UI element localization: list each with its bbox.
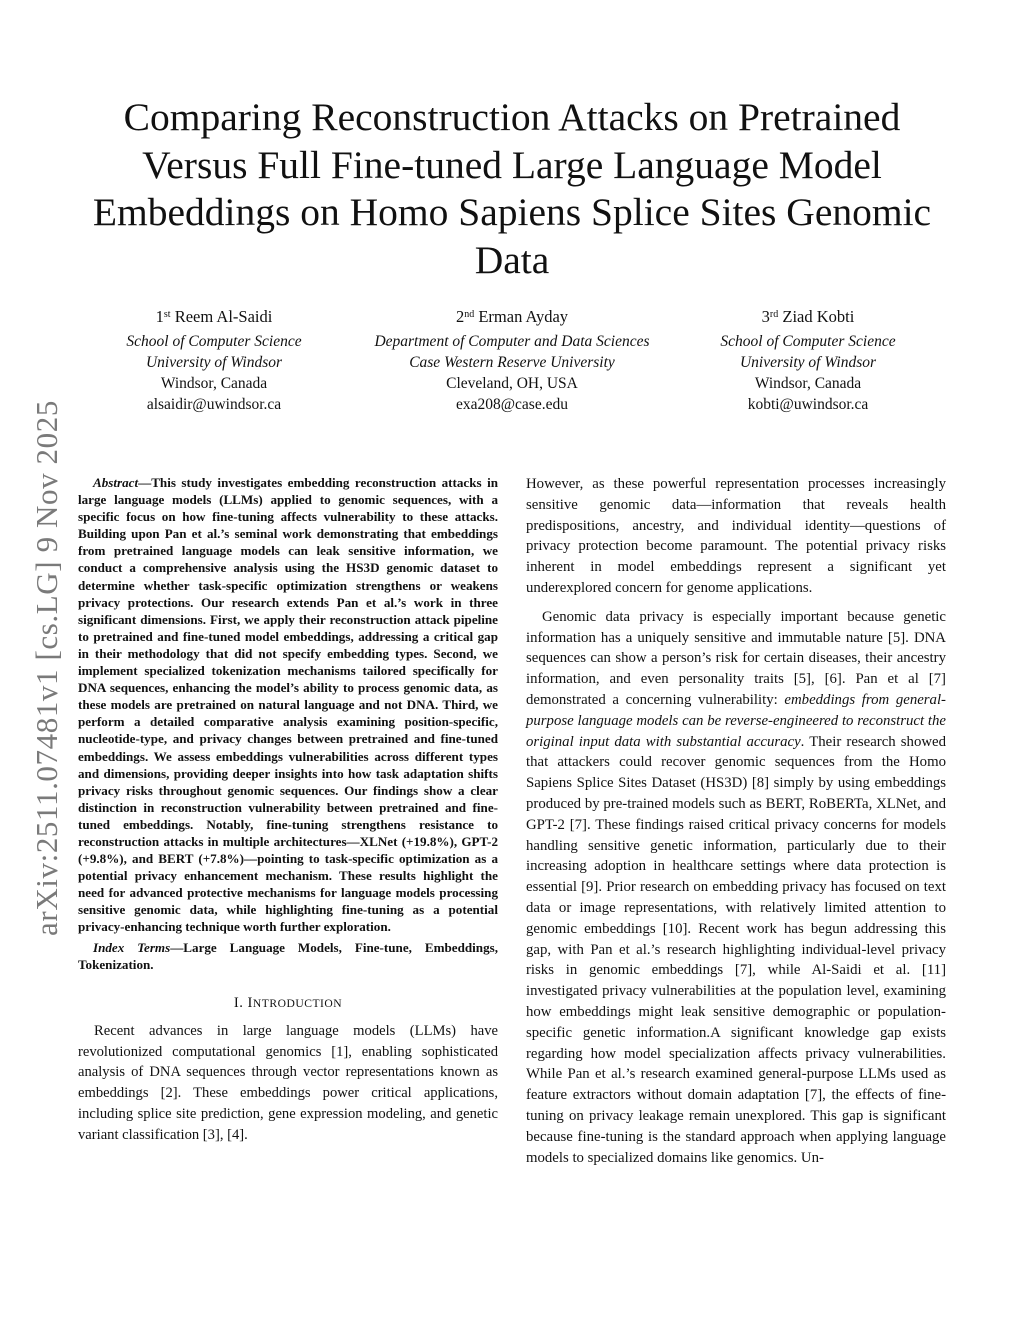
author-ordinal-suffix: nd [464,309,475,320]
intro-paragraph-2: However, as these powerful representation processes increasingly sensitive genomic data—information that reveals health predispositions, ancestry, and individual identity—questions of privacy protection become paramount. The potential privacy risks inherent in model embeddings represent a significant yet underexplored concern for genome applications. [526,476,946,596]
author-name: Ziad Kobti [782,307,855,326]
author-email: alsaidir@uwindsor.ca [146,396,282,413]
author-name-line [336,306,688,327]
author-email: kobti@uwindsor.ca [747,396,869,413]
author-email: exa208@case.edu [456,396,568,413]
section-first-letter: I [247,994,253,1011]
intro-paragraph-1: Recent advances in large language models (LLMs) have revolutionized computational genomics [1], enabling sophisticated analysis of DNA sequences through vector representations known as embeddings [2]. These embeddings power critical applications, including splice site prediction, gene expression modeling, and genetic variant classification [3], [4]. [78,1022,498,1143]
paragraph-text: Genomic data privacy is especially important because genetic information has a uniquely sensitive and immutable nature [5]. DNA sequences can show a person’s risk for certain diseases, their ancestry information, and even personality traits [5], [6]. Pan et al [7] demonstrated a concerning vulnerability: [526,608,946,708]
paper-title: Comparing Reconstruction Attacks on Pretrained Versus Full Fine-tuned Large Language Model Embeddings on Homo Sapiens Splice Sites Genomic Data [92,95,932,282]
author-block-3 [690,306,926,415]
section-heading-introduction [78,995,498,1012]
author-location: Windsor, Canada [754,375,862,392]
index-terms [78,939,498,973]
author-department: Department of Computer and Data Sciences [374,333,650,350]
author-department: School of Computer Science [720,333,896,350]
author-name: Erman Ayday [478,307,569,326]
paragraph-text-continued: . Their research showed that attackers could recover genomic sequences from the Homo Sapiens Splice Sites Dataset (HS3D) [8] simply by using embeddings produced by pre-trained models such as BERT, RoBERTa, XLNet, and GPT-2 [7]. These findings raised critical privacy concerns for models handling sensitive genetic information, particularly due to their increasing adoption in healthcare settings where data protection is essential [9]. Prior research on embedding privacy has focused on text data or image representations, with relatively limited attention to genomic embeddings [10]. Recent work has begun addressing this gap, with Pan et al.’s research highlighting individual-level privacy risks in genomic embeddings [7], while Al-Saidi et al. [11] investigated privacy vulnerabilities at the population level, examining how embeddings might leak sensitive demographic or population-specific genetic information.A significant knowledge gap exists regarding how model specialization affects privacy vulnerabilities. While Pan et al.’s research examined general-purpose LLMs used as feature extractors without domain adaptation [7], the effects of fine-tuning on privacy leakage remain unexplored. This gap is significant because fine-tuning is the standard approach when applying language models to specialized domains like genomics. Un- [526,733,946,1166]
intro-paragraph-3 [526,607,946,1169]
author-institution: Case Western Reserve University [409,354,615,371]
author-ordinal: 3 [761,307,770,326]
author-block-2 [336,306,688,415]
author-location: Cleveland, OH, USA [446,375,578,392]
index-terms-text: —Large Language Models, Fine-tune, Embeddings, Tokenization. [78,939,498,972]
author-name: Reem Al-Saidi [174,307,273,326]
author-institution: University of Windsor [145,354,283,371]
section-numeral: I. [233,994,248,1011]
arxiv-stamp-text: arXiv:2511.07481v1 [cs.LG] 9 Nov 2025 [29,399,64,936]
arxiv-stamp [17,380,77,955]
author-location: Windsor, Canada [160,375,268,392]
author-block-1 [100,306,328,415]
author-name-line [690,306,926,327]
author-ordinal: 1 [155,307,164,326]
right-column [526,474,946,1168]
author-ordinal-suffix: st [163,309,171,320]
section-title-rest: NTRODUCTION [252,996,343,1010]
left-column [78,474,498,1146]
abstract-label: Abstract [93,475,139,490]
author-ordinal: 2 [455,307,465,326]
abstract [78,474,498,936]
emphasis-text: embeddings from general-purpose language models can be reverse-engineered to reconstruct the original input data with substantial accuracy [526,691,946,750]
author-ordinal-suffix: rd [769,309,779,320]
author-name-line [100,306,328,327]
author-department: School of Computer Science [126,333,302,350]
index-terms-label: Index Terms [93,939,171,955]
author-institution: University of Windsor [739,354,877,371]
abstract-text: —This study investigates embedding reconstruction attacks in large language models (LLMs) applied to genomic sequences, with a specific focus on how fine-tuning affects vulnerability to these attacks. Building upon Pan et al.’s seminal work demonstrating that embeddings from pretrained language models can leak sensitive information, we conduct a comprehensive analysis using the HS3D genomic dataset to determine whether task-specific optimization strengthens or weakens privacy protections. Our research extends Pan et al.’s work in three significant dimensions. First, we apply their reconstruction attack pipeline to pretrained and fine-tuned model embeddings, addressing a critical gap in their methodology that did not specify embedding types. Second, we implement specialized tokenization mechanisms tailored specifically for DNA sequences, enhancing the model’s ability to process genomic data, as these models are pretrained on natural language and not DNA. Third, we perform a detailed comparative analysis examining position-specific, nucleotide-type, and privacy changes between pretrained and fine-tuned embeddings. We assess embeddings vulnerabilities across different types and dimensions, providing deeper insights into how task adaptation shifts privacy risks throughout genomic sequences. Our findings show a clear distinction in reconstruction vulnerability between pretrained and fine-tuned embeddings. Notably, fine-tuning strengthens resistance to reconstruction attacks in multiple architectures—XLNet (+19.8%), GPT-2 (+9.8%), and BERT (+7.8%)—pointing to task-specific optimization as a potential privacy enhancement mechanism. These results highlight the need for advanced protective mechanisms for language models processing sensitive genomic data, while highlighting fine-tuning as a potential privacy-enhancing technique worth further exploration. [78,475,498,935]
